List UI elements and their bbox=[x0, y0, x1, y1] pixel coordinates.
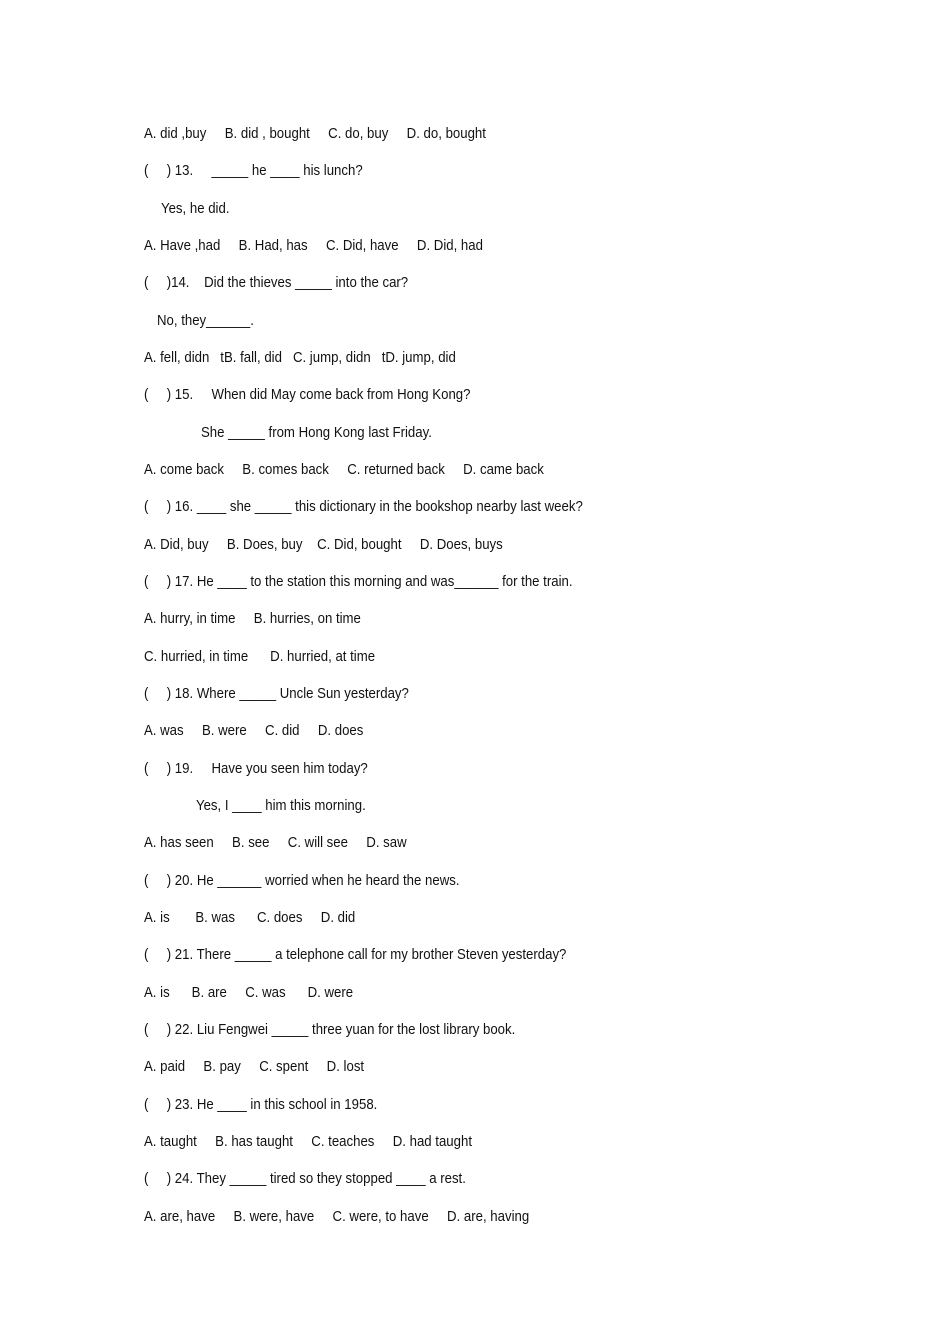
answer-options: A. did ,buy B. did , bought C. do, buy D. do, bought bbox=[144, 125, 486, 142]
answer-options: A. hurry, in time B. hurries, on time bbox=[144, 610, 361, 627]
question-13: ( ) 13. _____ he ____ his lunch? bbox=[144, 162, 363, 179]
question-23: ( ) 23. He ____ in this school in 1958. bbox=[144, 1096, 378, 1113]
question-14: ( )14. Did the thieves _____ into the car? bbox=[144, 274, 409, 291]
question-16: ( ) 16. ____ she _____ this dictionary in the bookshop nearby last week? bbox=[144, 498, 583, 515]
answer-options: A. has seen B. see C. will see D. saw bbox=[144, 834, 407, 851]
answer-options: A. was B. were C. did D. does bbox=[144, 722, 364, 739]
answer-options: A. is B. was C. does D. did bbox=[144, 909, 356, 926]
answer-line: Yes, I ____ him this morning. bbox=[196, 797, 366, 814]
answer-options: A. Have ,had B. Had, has C. Did, have D. Did, had bbox=[144, 237, 483, 254]
answer-options: A. Did, buy B. Does, buy C. Did, bought D. Does, buys bbox=[144, 536, 503, 553]
answer-options: A. paid B. pay C. spent D. lost bbox=[144, 1058, 365, 1075]
answer-line: No, they______. bbox=[157, 312, 254, 329]
question-22: ( ) 22. Liu Fengwei _____ three yuan for the lost library book. bbox=[144, 1021, 516, 1038]
answer-options: A. taught B. has taught C. teaches D. had taught bbox=[144, 1133, 473, 1150]
answer-line: Yes, he did. bbox=[161, 200, 230, 217]
answer-options: A. come back B. comes back C. returned back D. came back bbox=[144, 461, 544, 478]
answer-options: A. are, have B. were, have C. were, to have D. are, having bbox=[144, 1208, 530, 1225]
answer-options: C. hurried, in time D. hurried, at time bbox=[144, 648, 376, 665]
question-21: ( ) 21. There _____ a telephone call for my brother Steven yesterday? bbox=[144, 946, 567, 963]
question-24: ( ) 24. They _____ tired so they stopped ____ a rest. bbox=[144, 1170, 466, 1187]
question-20: ( ) 20. He ______ worried when he heard the news. bbox=[144, 872, 460, 889]
question-17: ( ) 17. He ____ to the station this morning and was______ for the train. bbox=[144, 573, 573, 590]
question-18: ( ) 18. Where _____ Uncle Sun yesterday? bbox=[144, 685, 409, 702]
question-15: ( ) 15. When did May come back from Hong Kong? bbox=[144, 386, 471, 403]
answer-options: A. is B. are C. was D. were bbox=[144, 984, 354, 1001]
question-19: ( ) 19. Have you seen him today? bbox=[144, 760, 368, 777]
answer-options: A. fell, didn tB. fall, did C. jump, didn tD. jump, did bbox=[144, 349, 456, 366]
answer-line: She _____ from Hong Kong last Friday. bbox=[201, 424, 432, 441]
